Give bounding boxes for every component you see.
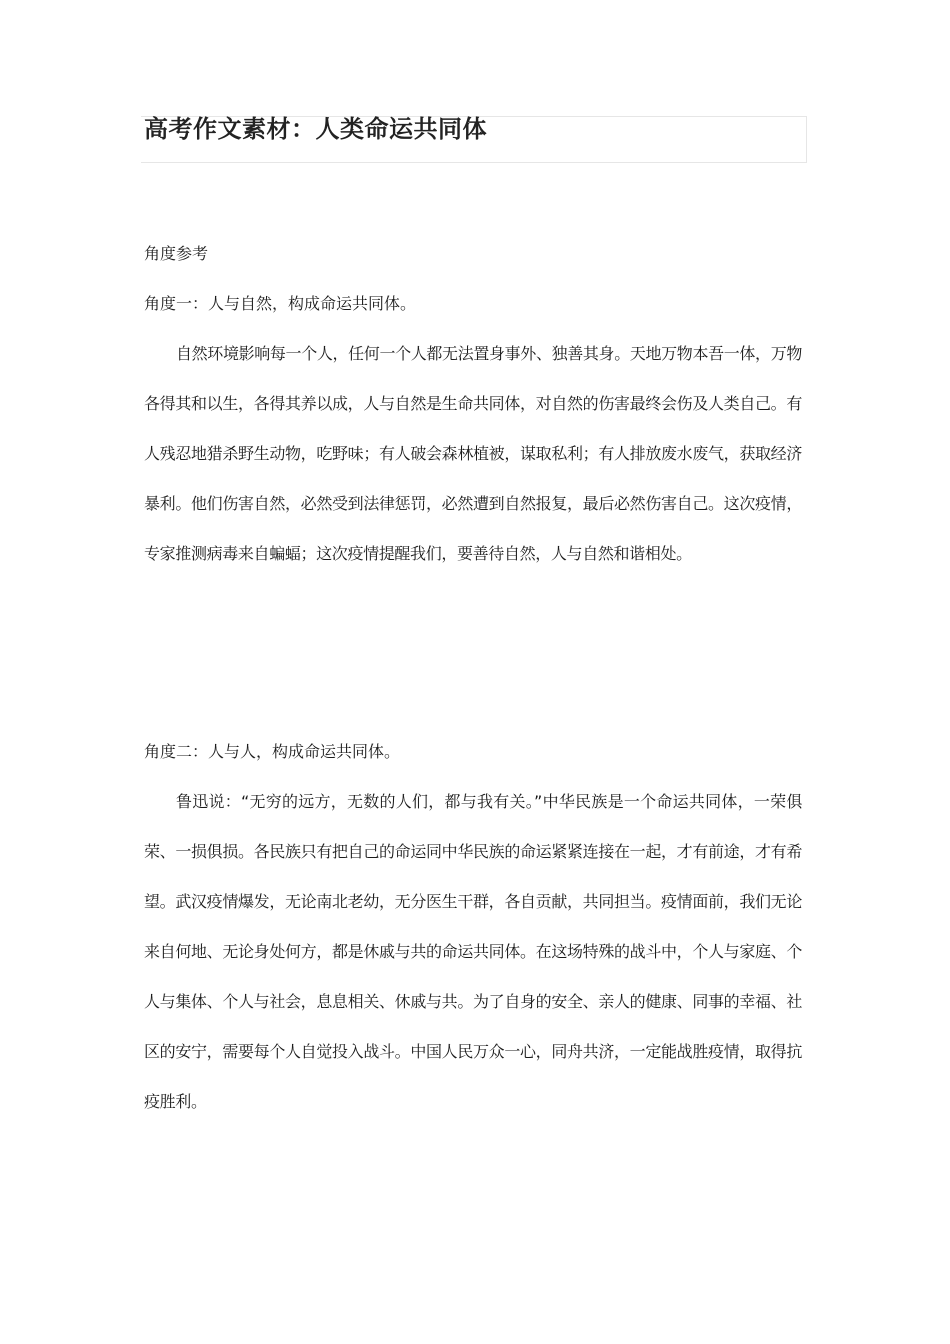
section-heading: 角度参考 (144, 244, 209, 263)
angle-one-paragraph: 自然环境影响每一个人，任何一个人都无法置身事外、独善其身。天地万物本吾一体，万物各得其和以生，各得其养以成，人与自然是生命共同体，对自然的伤害最终会伤及人类自己。有人残忍地猎杀野生动物，吃野味；有人破会森林植被，谋取私利；有人排放废水废气，获取经济暴利。他们伤害自然，必然受到法律惩罚，必然遭到自然报复，最后必然伤害自己。这次疫情，专家推测病毒来自蝙蝠；这次疫情提醒我们，要善待自然，人与自然和谐相处。 (144, 344, 803, 563)
angle-one-heading: 角度一：人与自然，构成命运共同体。 (144, 294, 417, 313)
document-title: 高考作文素材：人类命运共同体 (144, 115, 487, 143)
angle-two-paragraph: 鲁迅说：“无穷的远方，无数的人们，都与我有关。”中华民族是一个命运共同体，一荣俱荣、一损俱损。各民族只有把自己的命运同中华民族的命运紧紧连接在一起，才有前途，才有希望。武汉疫情爆发，无论南北老幼，无分医生干群，各自贡献，共同担当。疫情面前，我们无论来自何地、无论身处何方，都是休戚与共的命运共同体。在这场特殊的战斗中，个人与家庭、个人与集体、个人与社会，息息相关、休戚与共。为了自身的安全、亲人的健康、同事的幸福、社区的安宁，需要每个人自觉投入战斗。中国人民万众一心，同舟共济，一定能战胜疫情，取得抗疫胜利。 (144, 792, 802, 1111)
angle-two-heading: 角度二：人与人，构成命运共同体。 (144, 742, 401, 761)
